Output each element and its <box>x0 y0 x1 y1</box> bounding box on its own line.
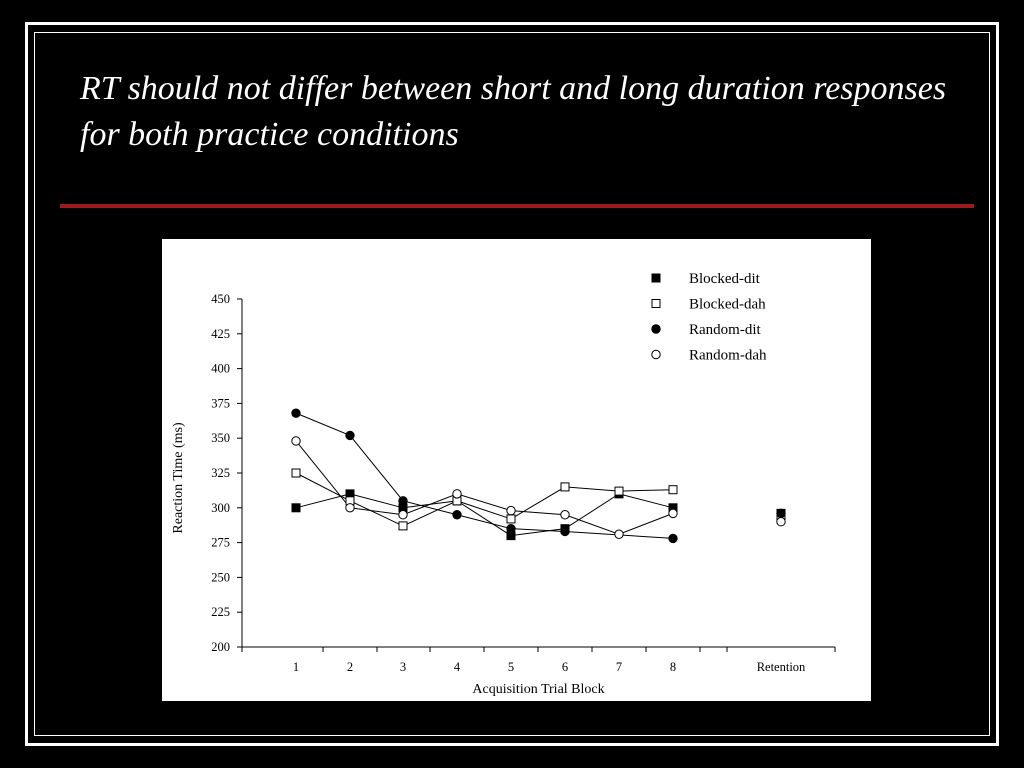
point-blocked-dah <box>615 487 623 495</box>
point-random-dit <box>292 409 300 417</box>
title-divider <box>60 204 974 208</box>
point-random-dit <box>669 534 677 542</box>
y-tick-label: 200 <box>211 640 230 654</box>
y-tick-label: 300 <box>211 500 230 515</box>
point-random-dah <box>615 530 623 538</box>
point-random-dit <box>346 431 354 439</box>
point-blocked-dah <box>561 483 569 491</box>
point-random-dah <box>777 518 785 526</box>
point-blocked-dah <box>292 469 300 477</box>
point-blocked-dah <box>399 522 407 530</box>
line-chart <box>162 239 871 701</box>
y-tick-label: 325 <box>211 466 230 480</box>
point-random-dit <box>507 524 515 532</box>
legend-label-blocked-dah: Blocked-dah <box>689 296 766 313</box>
legend-marker-blocked-dit <box>652 274 660 282</box>
y-tick-label: 350 <box>211 431 230 446</box>
chart-panel <box>162 239 871 701</box>
y-tick-label: 450 <box>211 292 230 306</box>
x-tick-label: 4 <box>453 660 461 674</box>
point-random-dah <box>669 509 677 517</box>
legend-label-blocked-dit: Blocked-dit <box>689 271 760 287</box>
point-random-dit <box>453 511 461 519</box>
legend-marker-random-dit <box>652 325 660 333</box>
y-tick-label: 275 <box>211 535 230 550</box>
legend-marker-blocked-dah <box>652 300 660 308</box>
slide-title: RT should not differ between short and long duration responses for both practice conditions <box>80 70 947 153</box>
point-blocked-dah <box>669 486 677 494</box>
x-axis-title: Acquisition Trial Block <box>472 682 605 697</box>
x-tick-label: 2 <box>346 660 354 674</box>
legend-marker-random-dah <box>652 350 660 358</box>
x-tick-label: Retention <box>756 660 806 674</box>
point-random-dah <box>453 490 461 498</box>
x-tick-label: 8 <box>669 660 677 674</box>
y-tick-label: 425 <box>211 326 230 341</box>
x-tick-label: 7 <box>615 660 623 674</box>
point-random-dah <box>292 437 300 445</box>
x-tick-label: 3 <box>399 660 407 674</box>
point-random-dah <box>507 506 515 514</box>
x-tick-label: 1 <box>292 660 300 674</box>
y-tick-label: 250 <box>211 570 230 585</box>
legend-label-random-dah: Random-dah <box>689 347 767 364</box>
point-random-dit <box>561 527 569 535</box>
point-random-dah <box>346 504 354 512</box>
point-random-dit <box>777 509 785 517</box>
y-tick-label: 400 <box>211 361 230 376</box>
point-random-dah <box>561 511 569 519</box>
point-blocked-dah <box>507 515 515 523</box>
point-random-dit <box>399 497 407 505</box>
point-blocked-dit <box>292 504 300 512</box>
legend-label-random-dit: Random-dit <box>689 322 761 338</box>
y-tick-label: 375 <box>211 396 230 411</box>
point-random-dah <box>399 511 407 519</box>
y-tick-label: 225 <box>211 605 230 620</box>
x-tick-label: 6 <box>561 660 569 674</box>
y-axis-title: Reaction Time (ms) <box>171 422 186 534</box>
x-tick-label: 5 <box>507 660 515 674</box>
